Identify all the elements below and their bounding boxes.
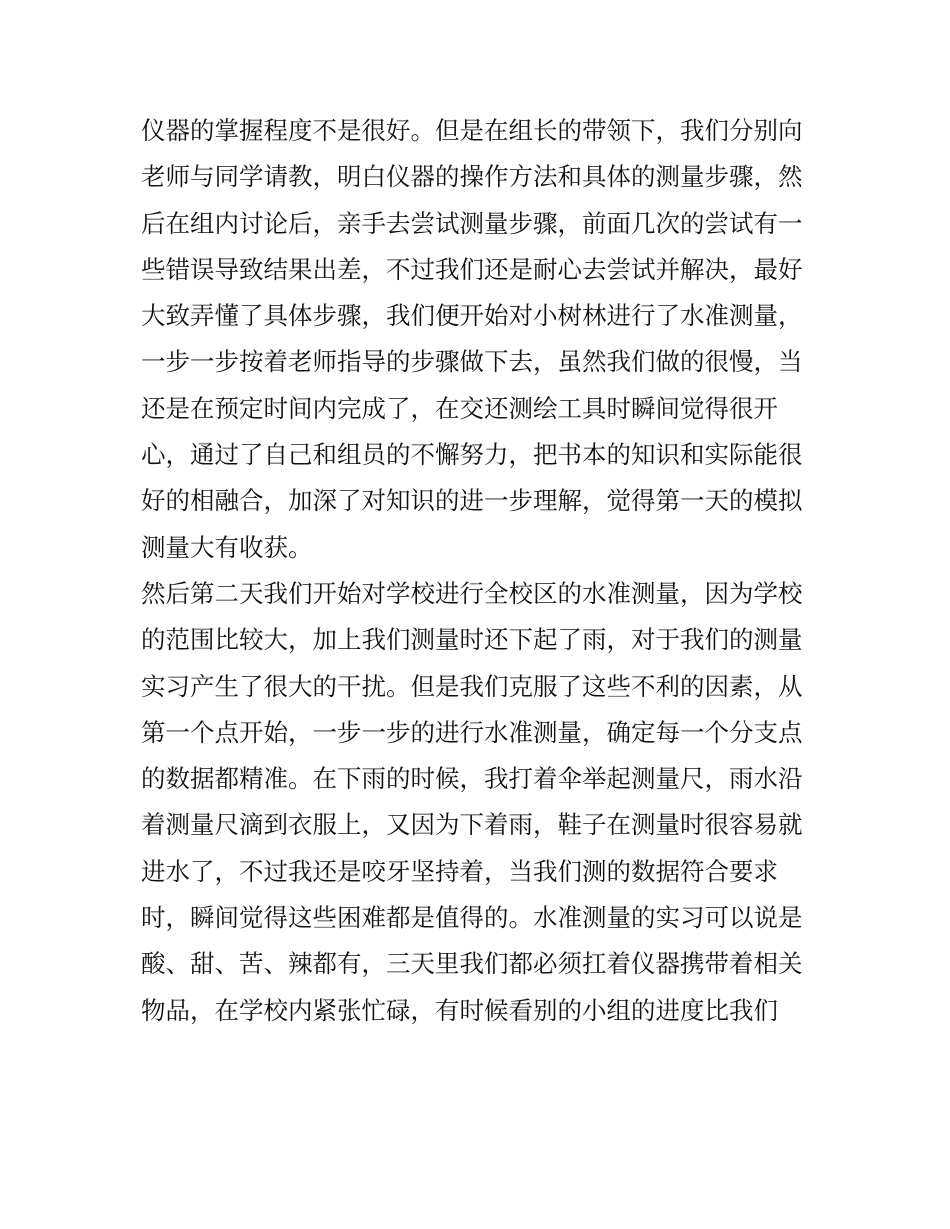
text-line: 仪器的掌握程度不是很好。但是在组长的带领下，我们分别向 — [141, 116, 803, 145]
text-line: 的数据都精准。在下雨的时候，我打着伞举起测量尺，雨水沿 — [141, 764, 803, 794]
text-line: 着测量尺滴到衣服上，又因为下着雨，鞋子在测量时很容易就 — [141, 810, 803, 840]
text-line: 实习产生了很大的干扰。但是我们克服了这些不利的因素，从 — [141, 671, 803, 701]
text-line: 测量大有收获。 — [141, 532, 313, 562]
text-line: 进水了，不过我还是咬牙坚持着，当我们测的数据符合要求 — [141, 856, 778, 886]
text-line: 后在组内讨论后，亲手去尝试测量步骤，前面几次的尝试有一 — [141, 208, 803, 238]
text-line: 酸、甜、苦、辣都有，三天里我们都必须扛着仪器携带着相关 — [141, 949, 803, 979]
text-line: 第一个点开始，一步一步的进行水准测量，确定每一个分支点 — [141, 717, 803, 747]
text-line: 些错误导致结果出差，不过我们还是耐心去尝试并解决，最好 — [141, 254, 803, 284]
text-line: 物品，在学校内紧张忙碌，有时候看别的小组的进度比我们 — [141, 995, 778, 1025]
text-line: 老师与同学请教，明白仪器的操作方法和具体的测量步骤，然 — [141, 162, 803, 192]
body-text — [141, 108, 821, 1034]
text-line: 好的相融合，加深了对知识的进一步理解，觉得第一天的模拟 — [141, 486, 803, 516]
text-line: 时，瞬间觉得这些困难都是值得的。水准测量的实习可以说是 — [141, 903, 803, 933]
text-line: 心，通过了自己和组员的不懈努力，把书本的知识和实际能很 — [141, 440, 803, 470]
text-line: 一步一步按着老师指导的步骤做下去，虽然我们做的很慢，当 — [141, 347, 803, 377]
text-line: 的范围比较大，加上我们测量时还下起了雨，对于我们的测量 — [141, 625, 803, 655]
text-line: 然后第二天我们开始对学校进行全校区的水准测量，因为学校 — [141, 578, 803, 608]
text-line: 大致弄懂了具体步骤，我们便开始对小树林进行了水准测量， — [141, 301, 803, 331]
text-line: 还是在预定时间内完成了，在交还测绘工具时瞬间觉得很开 — [141, 393, 778, 423]
